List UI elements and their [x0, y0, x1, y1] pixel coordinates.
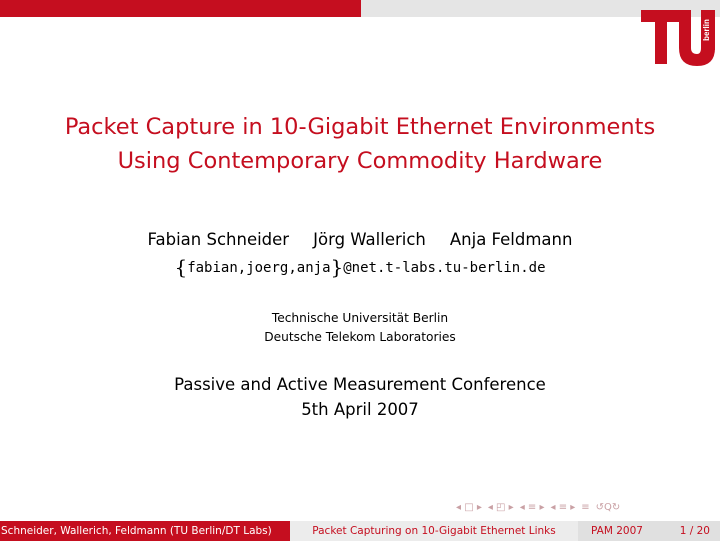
author-list	[0, 228, 720, 252]
conference-block	[0, 372, 720, 422]
footer-page-number: 1 / 20	[679, 525, 710, 537]
footer-bar	[0, 521, 720, 541]
footer-short-title: Packet Capturing on 10-Gigabit Ethernet Links	[290, 521, 578, 541]
author-3: Anja Feldmann	[449, 230, 573, 249]
email-brace-close: }	[330, 255, 344, 279]
nav-frame-prev-icon[interactable]: ◂ □ ▸	[456, 502, 482, 513]
institutions	[0, 309, 720, 347]
conference-date: 5th April 2007	[301, 400, 419, 419]
email-domain: @net.t-labs.tu-berlin.de	[343, 260, 546, 276]
conference-name: Passive and Active Measurement Conference	[174, 375, 546, 394]
email-users: fabian,joerg,anja	[187, 260, 331, 276]
institution-2: Deutsche Telekom Laboratories	[264, 330, 456, 344]
nav-subsection-icon[interactable]: ◂ ◰ ▸	[487, 502, 514, 513]
beamer-navigation	[456, 500, 720, 516]
institution-1: Technische Universität Berlin	[271, 311, 449, 325]
logo-text: berlin	[702, 19, 711, 41]
email-line	[0, 255, 720, 280]
footer-right	[578, 521, 720, 541]
author-2: Jörg Wallerich	[313, 230, 426, 249]
nav-doc-icon[interactable]: ◂ ≡ ▸	[550, 502, 576, 513]
author-1: Fabian Schneider	[147, 230, 290, 249]
footer-conference: PAM 2007	[591, 525, 643, 537]
title-line-2: Using Contemporary Commodity Hardware	[117, 148, 603, 174]
header-bar-left	[0, 0, 361, 17]
nav-search-icon[interactable]: ↺Q↻	[595, 502, 621, 513]
title-line-1: Packet Capture in 10-Gigabit Ethernet Environments	[64, 114, 656, 140]
nav-align-icon[interactable]: ≡	[581, 502, 590, 513]
nav-section-icon[interactable]: ◂ ≡ ▸	[519, 502, 545, 513]
footer-authors: Schneider, Wallerich, Feldmann (TU Berlin/DT Labs)	[0, 521, 291, 541]
tu-berlin-logo	[639, 8, 719, 66]
slide-title	[0, 110, 720, 178]
email-brace-open: {	[174, 255, 188, 279]
